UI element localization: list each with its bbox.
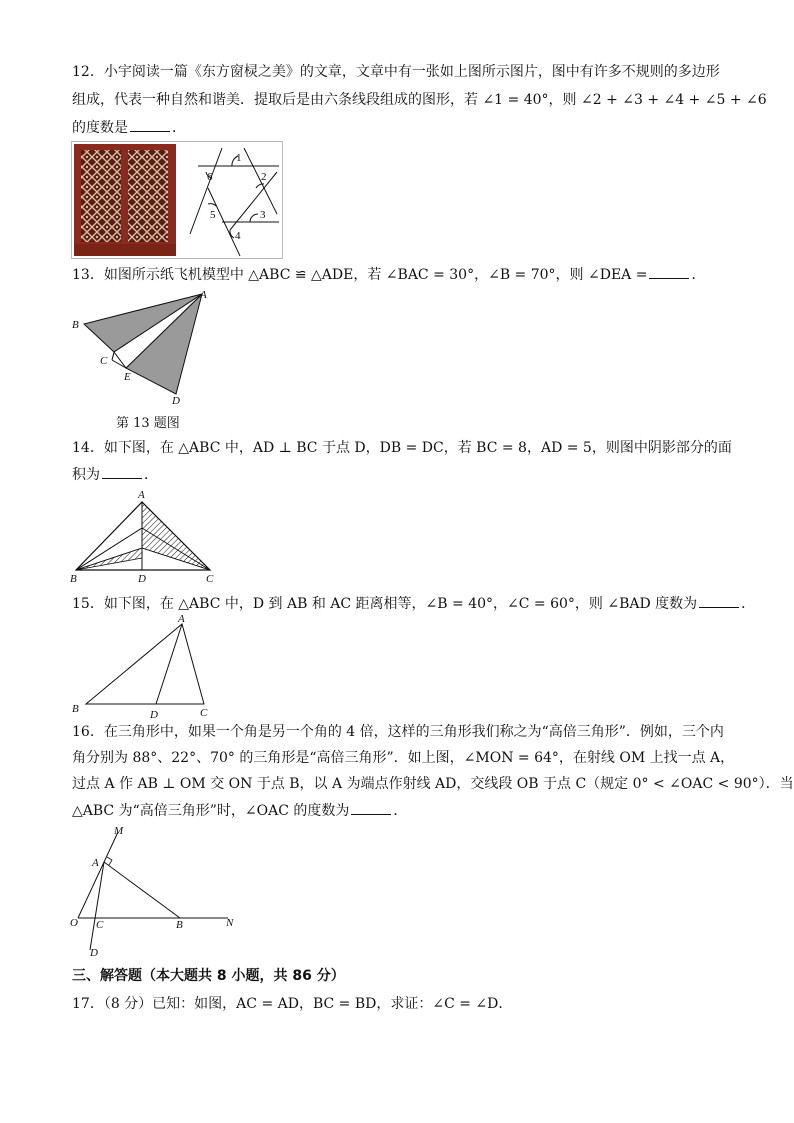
- q16-label-B: B: [176, 919, 183, 931]
- q13-label-A: A: [200, 289, 207, 301]
- window-lattice-photo: [74, 144, 176, 256]
- q16-line-3: 过点 A 作 AB ⊥ OM 交 ON 于点 B，以 A 为端点作射线 AD，交线段 OB 于点 C（规定 0° < ∠OAC < 90°）．当: [72, 776, 794, 792]
- q15-text: 15．如下图，在 △ABC 中，D 到 AB 和 AC 距离相等，∠B = 40°，∠C = 60°，则 ∠BAD 度数为: [72, 596, 698, 612]
- q16-label-M: M: [114, 826, 124, 837]
- q12-figure: [71, 141, 283, 259]
- q15-figure-svg: [70, 612, 220, 720]
- q14-label-D: D: [138, 573, 146, 584]
- q13-label-C: C: [100, 355, 108, 367]
- q12-figure-svg: [72, 142, 282, 258]
- right-angle-mark: [107, 857, 112, 865]
- q15-label-C: C: [200, 707, 208, 719]
- angle-label-4: 4: [235, 230, 241, 242]
- q14-answer-blank: [102, 464, 142, 479]
- section-3-heading: 三、解答题（本大题共 8 小题，共 86 分）: [72, 968, 345, 984]
- q16-label-C: C: [96, 919, 104, 931]
- angle-label-3: 3: [260, 209, 266, 221]
- q13-text: 13．如图所示纸飞机模型中 △ABC ≌ △ADE，若 ∠BAC = 30°，∠B = 70°，则 ∠DEA =: [72, 267, 648, 283]
- angle-label-5: 5: [210, 209, 216, 221]
- q17-line-1: 17．（8 分）已知：如图，AC = AD，BC = BD，求证：∠C = ∠D．: [72, 996, 513, 1012]
- q14-line-2-text: 积为: [72, 467, 100, 483]
- segment-ad: [156, 624, 182, 704]
- q16-line-1: 16．在三角形中，如果一个角是另一个角的 4 倍，这样的三角形我们称之为“高倍三角形”．例如，三个内: [72, 724, 724, 740]
- q13-line-1: [72, 264, 705, 285]
- q16-figure: [68, 826, 238, 958]
- q16-label-D: D: [90, 947, 98, 958]
- segment-ab: [104, 862, 180, 918]
- ray-ad: [90, 862, 104, 950]
- q16-label-A: A: [92, 857, 99, 869]
- q14-end: ．: [144, 467, 158, 483]
- angle-label-1: 1: [236, 152, 242, 164]
- q12-line-3-text: 的度数是: [72, 120, 128, 136]
- q12-line-3: [72, 117, 186, 138]
- q15-label-B: B: [72, 703, 79, 715]
- q15-line-1: [72, 593, 755, 614]
- q13-caption: 第 13 题图: [116, 416, 180, 431]
- q16-label-N: N: [226, 917, 234, 929]
- q14-line-2: [72, 464, 158, 485]
- q16-line-4-text: △ABC 为“高倍三角形”时，∠OAC 的度数为: [72, 803, 350, 819]
- q15-figure: [70, 612, 220, 720]
- q14-label-B: B: [70, 573, 77, 584]
- ray-om: [78, 832, 118, 918]
- q12-line-3-end: ．: [172, 120, 186, 136]
- angle-label-6: 6: [207, 171, 213, 183]
- q13-figure: [66, 288, 226, 406]
- q13-answer-blank: [649, 264, 689, 279]
- q16-line-4: [72, 800, 407, 821]
- q16-figure-svg: [68, 826, 238, 958]
- q12-line-2: 组成，代表一种自然和谐美．提取后是由六条线段组成的图形，若 ∠1 = 40°，则 ∠2 + ∠3 + ∠4 + ∠5 + ∠6: [72, 92, 767, 108]
- q14-line-1: 14．如下图，在 △ABC 中，AD ⊥ BC 于点 D，DB = DC，若 BC = 8，AD = 5，则图中阴影部分的面: [72, 440, 732, 456]
- q15-label-A: A: [178, 613, 185, 625]
- q16-end: ．: [393, 803, 408, 819]
- q15-label-D: D: [150, 709, 158, 720]
- angle-label-2: 2: [261, 171, 267, 183]
- q13-figure-svg: [66, 288, 226, 406]
- q13-label-E: E: [124, 371, 131, 383]
- q14-figure: [70, 488, 220, 584]
- q15-answer-blank: [699, 593, 739, 608]
- q12-answer-blank: [130, 117, 170, 132]
- q16-answer-blank: [351, 800, 391, 815]
- q14-figure-svg: [70, 488, 220, 584]
- q16-line-2: 角分别为 88°、22°、70° 的三角形是“高倍三角形”．如上图，∠MON = 64°，在射线 OM 上找一点 A，: [72, 750, 735, 766]
- q16-label-O: O: [70, 917, 78, 929]
- q13-end: ．: [691, 267, 706, 283]
- q14-label-C: C: [206, 573, 214, 584]
- q15-end: ．: [741, 596, 756, 612]
- q12-line-1: 12．小宇阅读一篇《东方窗棂之美》的文章，文章中有一张如上图所示图片，图中有许多不规则的多边形: [72, 64, 720, 80]
- q13-label-D: D: [172, 395, 180, 406]
- q14-label-A: A: [138, 489, 145, 501]
- q13-label-B: B: [72, 319, 79, 331]
- triangle-abc: [86, 624, 204, 704]
